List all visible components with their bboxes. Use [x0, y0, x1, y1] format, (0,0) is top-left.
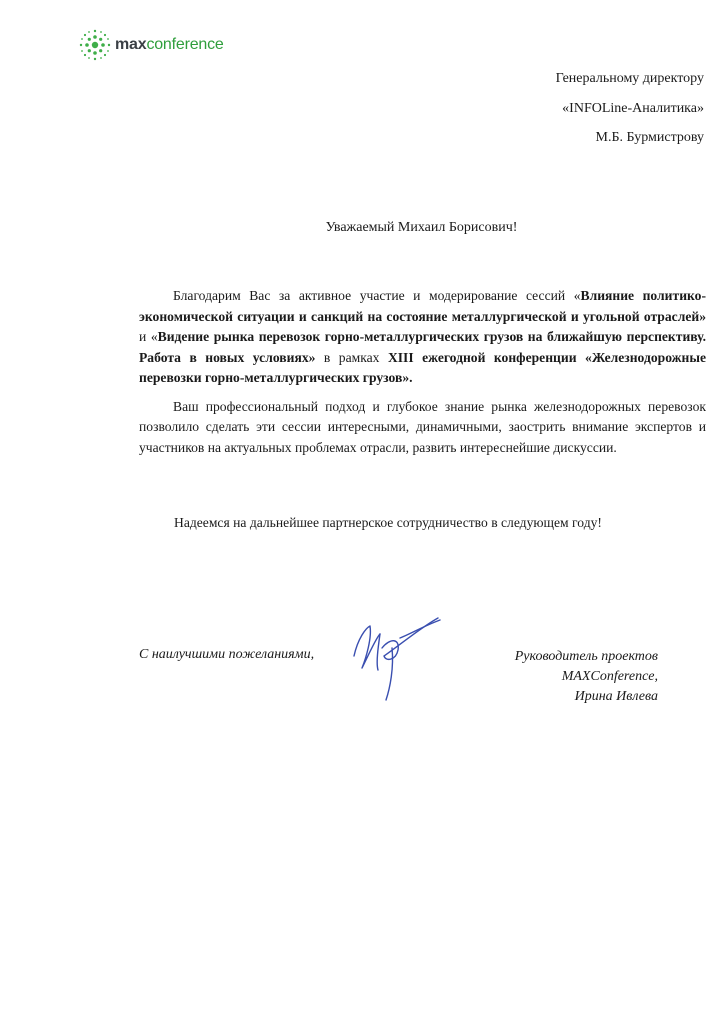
maxconference-logo: [78, 28, 224, 62]
signer-company: MAXConference,: [561, 669, 658, 684]
logo-text: [115, 36, 224, 54]
logo-mark-icon: [78, 28, 112, 62]
addressee-block: [556, 64, 704, 153]
logo-text-max: max: [115, 36, 147, 53]
letter-body: [139, 286, 706, 458]
handwritten-signature: [340, 608, 450, 708]
addressee-position: Генеральному директору: [555, 71, 704, 86]
salutation: Уважаемый Михаил Борисович!: [325, 220, 518, 235]
logo-text-conference: conference: [146, 36, 224, 53]
closing-line: Надеемся на дальнейшее партнерское сотрудничество в следующем году!: [174, 515, 602, 530]
addressee-company: «INFOLine-Аналитика»: [562, 100, 704, 116]
session-title-1: Влияние политико-экономической ситуации и санкций на состояние металлургической и угольной отраслей»: [139, 288, 706, 324]
paragraph1-text3: в рамках: [315, 349, 388, 365]
signoff-right: [515, 647, 658, 707]
signoff-left: С наилучшими пожеланиями,: [139, 647, 315, 662]
signer-position: Руководитель проектов: [514, 649, 658, 664]
session-title-2: Видение рынка перевозок горно-металлургических грузов на ближайшую перспективу. Работа в новых условиях»: [139, 329, 706, 365]
signer-name: Ирина Ивлева: [574, 689, 658, 704]
conference-title: XIII ежегодной конференции «Железнодорожные перевозки горно-металлургических грузов».: [139, 349, 706, 385]
addressee-name: М.Б. Бурмистрову: [595, 130, 704, 145]
paragraph1-text1: Благодарим Вас за активное участие и модерирование сессий «: [173, 288, 581, 303]
paragraph1-text2: и «: [139, 329, 158, 344]
paragraph-appreciation: Ваш профессиональный подход и глубокое знание рынка железнодорожных перевозок позволило сделать эти сессии интересными, динамичными, заострить внимание экспертов и участников на актуальных проблемах отрасли, развить интереснейшие дискуссии.: [139, 398, 706, 455]
paragraph-gratitude: [139, 286, 706, 389]
